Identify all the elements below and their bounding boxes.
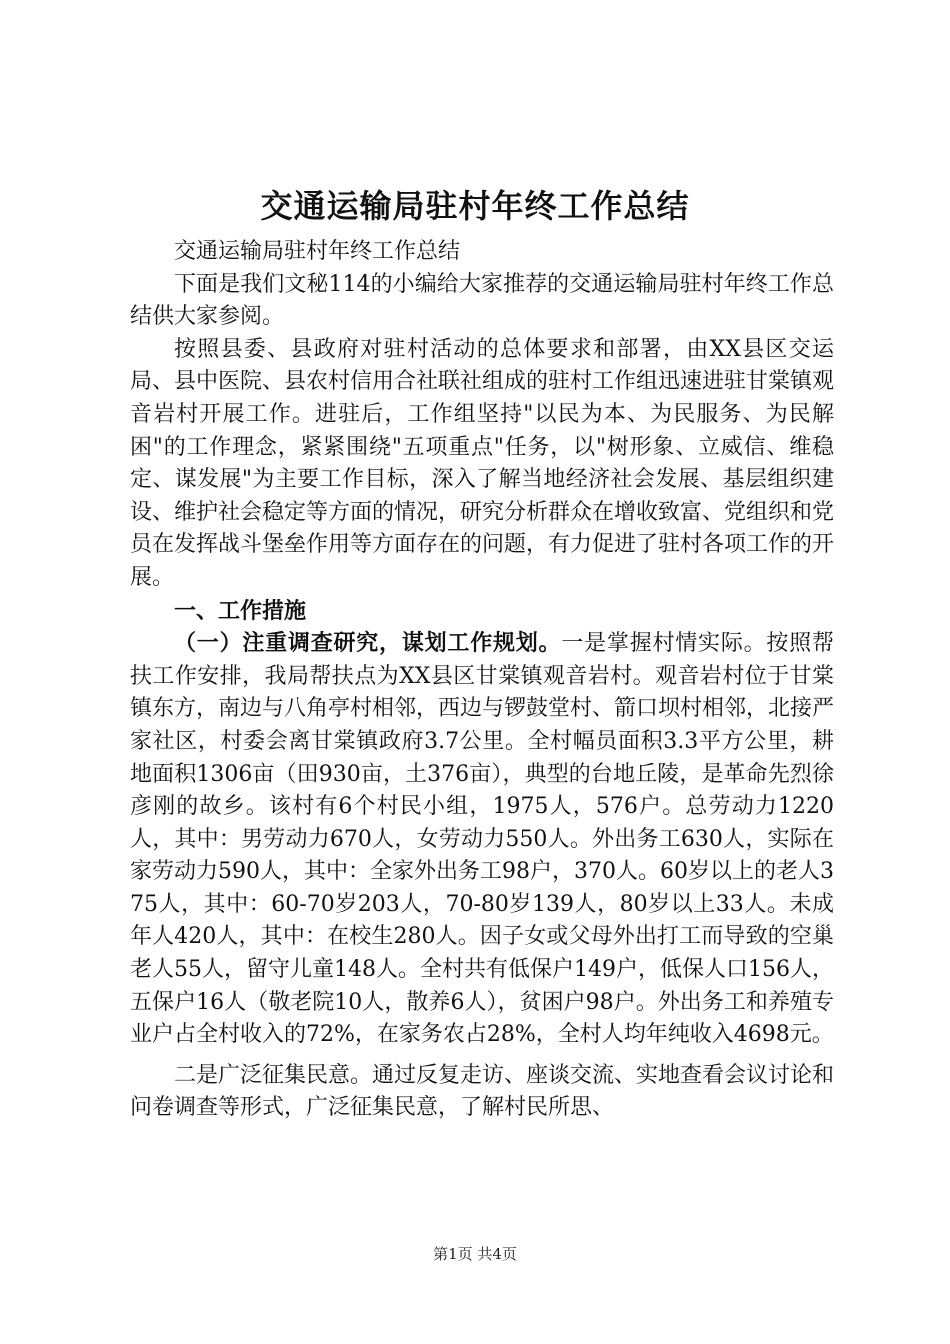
paragraph-overview: 按照县委、县政府对驻村活动的总体要求和部署，由XX县区交运局、县中医院、县农村信用合社联社组成的驻村工作组迅速进驻甘棠镇观音岩村开展工作。进驻后，工作组坚持"以民为本、为民服务、为民解困"的工作理念，紧紧围绕"五项重点"任务，以"树形象、立威信、维稳定、谋发展"为主要工作目标，深入了解当地经济社会发展、基层组织建设、维护社会稳定等方面的情况，研究分析群众在增收致富、党组织和党员在发挥战斗堡垒作用等方面存在的问题，有力促进了驻村各项工作的开展。 xyxy=(130,336,835,590)
document-title: 交通运输局驻村年终工作总结 xyxy=(260,187,690,225)
page-footer: 第1页 共4页 xyxy=(433,1245,517,1263)
paragraph-subtitle: 交通运输局驻村年终工作总结 xyxy=(174,239,461,264)
document-body xyxy=(130,236,834,1125)
section-heading: 一、工作措施 xyxy=(174,597,307,624)
subsection-text: 一是掌握村情实际。按照帮扶工作安排，我局帮扶点为XX县区甘棠镇观音岩村。观音岩村位于甘棠镇东方，南边与八角亭村相邻，西边与锣鼓堂村、箭口坝村相邻，北接严家社区，村委会离甘棠镇政府3.7公里。全村幅员面积3.3平方公里，耕地面积1306亩（田930亩，土376亩），典型的台地丘陵，是革命先烈徐彦刚的故乡。该村有6个村民小组，1975人，576户。总劳动力1220人，其中：男劳动力670人，女劳动力550人。外出务工630人，实际在家劳动力590人，其中：全家外出务工98户，370人。60岁以上的老人375人，其中：60-70岁203人，70-80岁139人，80岁以上33人。未成年人420人，其中：在校生280人。因子女或父母外出打工而导致的空巢老人55人，留守儿童148人。全村共有低保户149户，低保人口156人，五保户16人（敬老院10人，散养6人），贫困户98户。外出务工和养殖专业户占全村收入的72%，在家务农占28%，全村人均年纯收入4698元。 xyxy=(130,631,835,1048)
subsection-lead: （一）注重调查研究，谋划工作规划。 xyxy=(174,630,562,657)
paragraph-research xyxy=(130,627,834,1052)
paragraph-public-opinion: 二是广泛征集民意。通过反复走访、座谈交流、实地查看会议讨论和问卷调查等形式，广泛征集民意，了解村民所思、 xyxy=(130,1062,835,1121)
paragraph-intro: 下面是我们文秘114的小编给大家推荐的交通运输局驻村年终工作总结供大家参阅。 xyxy=(130,271,834,330)
